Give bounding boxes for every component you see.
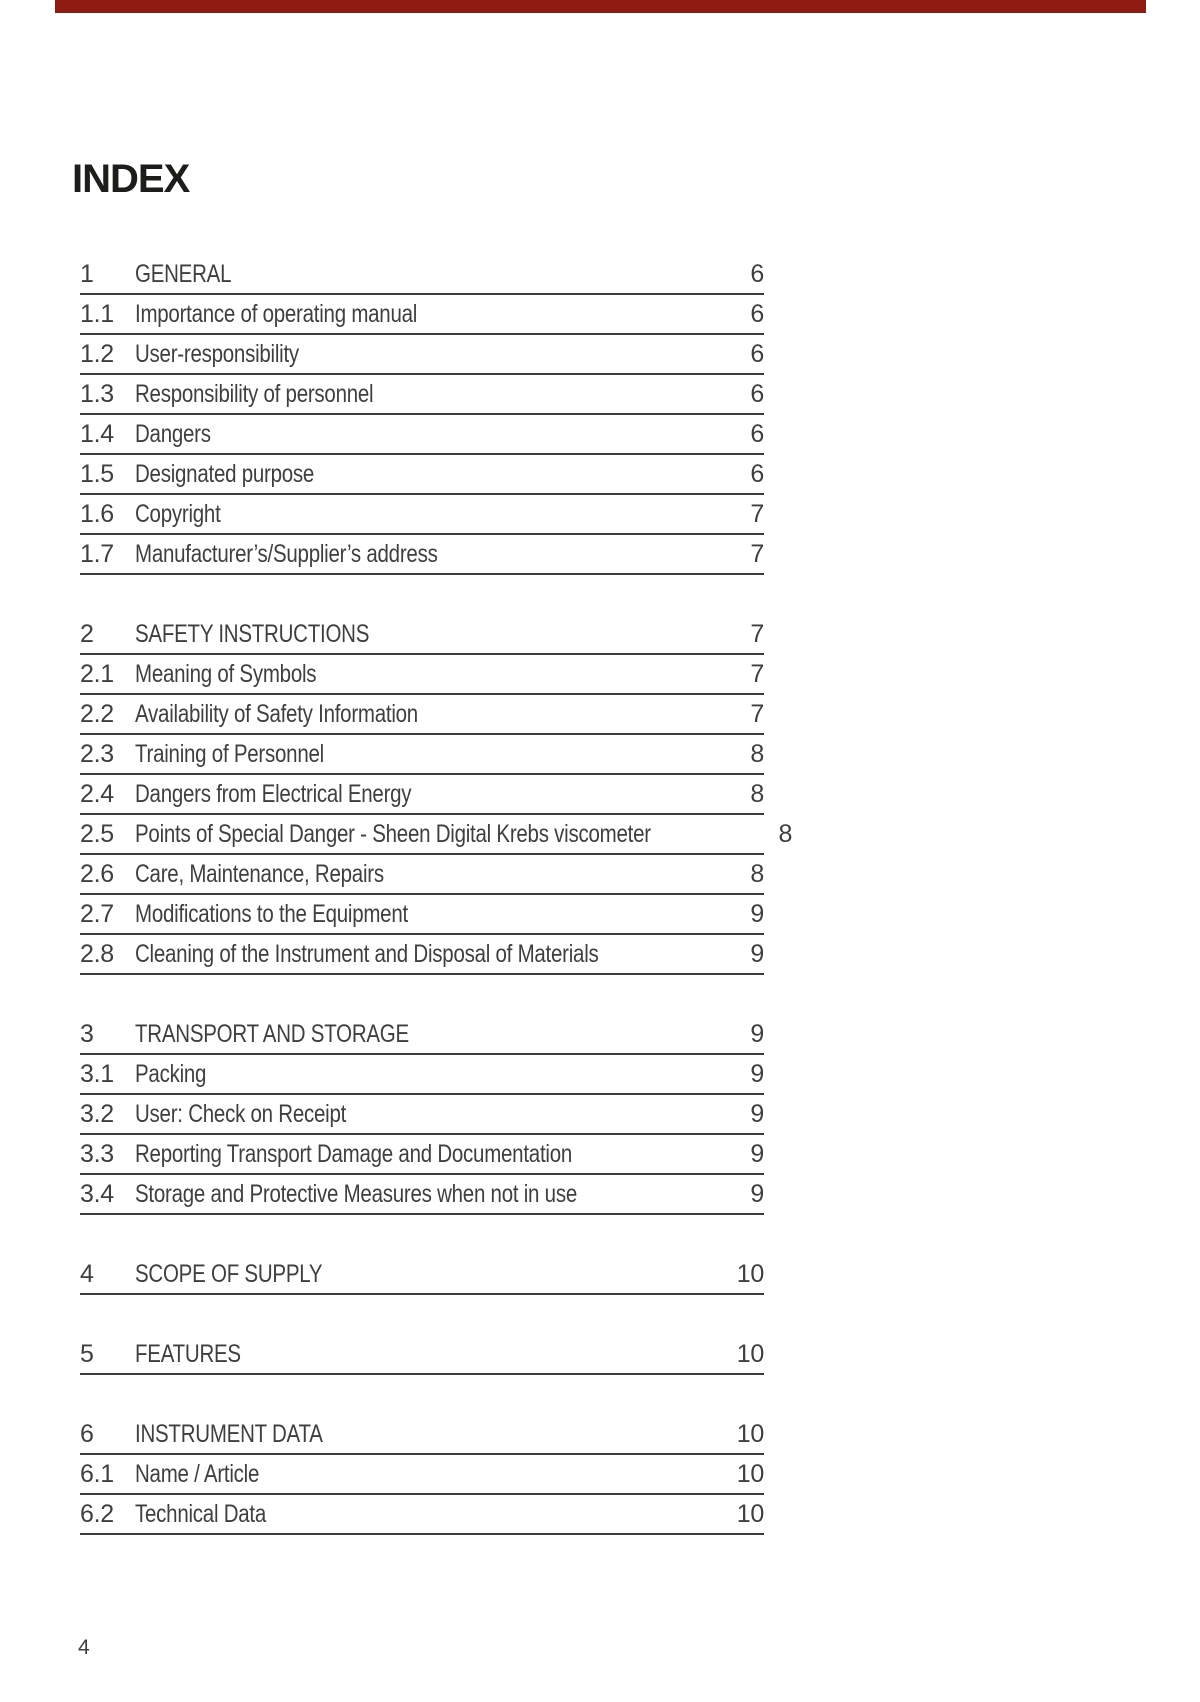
toc-entry-page-number: 8	[778, 820, 793, 848]
toc-entry-number: 3.1	[80, 1060, 114, 1088]
toc-row	[80, 895, 764, 935]
toc-row	[80, 695, 764, 735]
toc-entry-page-number: 6	[750, 460, 764, 488]
footer-page-number: 4	[78, 1636, 90, 1659]
toc-entry-number: 3.3	[80, 1140, 114, 1168]
toc-entry-title: Meaning of Symbols	[135, 660, 317, 688]
toc-row	[80, 735, 764, 775]
toc-entry-number: 2.2	[80, 700, 114, 728]
toc-row	[80, 455, 764, 495]
toc-entry-number: 6.1	[80, 1460, 114, 1488]
page-title: INDEX	[72, 157, 190, 201]
toc-entry-title: INSTRUMENT DATA	[135, 1420, 323, 1448]
toc-entry-page-number: 7	[750, 620, 764, 648]
toc-entry-page-number: 10	[736, 1420, 764, 1448]
toc-entry-page-number: 8	[750, 860, 764, 888]
toc-row	[80, 655, 764, 695]
toc-entry-page-number: 9	[750, 1140, 764, 1168]
toc-entry-page-number: 9	[750, 940, 764, 968]
toc-section	[80, 1015, 764, 1215]
toc-entry-title: GENERAL	[135, 260, 232, 288]
toc-entry-page-number: 8	[750, 740, 764, 768]
toc-entry-number: 2.3	[80, 740, 114, 768]
toc-entry-page-number: 6	[750, 340, 764, 368]
toc-entry-number: 1.7	[80, 540, 114, 568]
toc-entry-number: 3.2	[80, 1100, 114, 1128]
toc-entry-number: 1.3	[80, 380, 114, 408]
toc-entry-number: 6.2	[80, 1500, 114, 1528]
toc-entry-number: 2.7	[80, 900, 114, 928]
toc-row	[80, 1255, 764, 1295]
toc-entry-number: 2.5	[80, 820, 114, 848]
toc-entry-page-number: 7	[750, 660, 764, 688]
toc-section	[80, 1255, 764, 1295]
table-of-contents	[80, 255, 793, 1535]
toc-entry-page-number: 7	[750, 700, 764, 728]
toc-entry-title: Copyright	[135, 500, 221, 528]
toc-section	[80, 255, 764, 575]
toc-entry-title: TRANSPORT AND STORAGE	[135, 1020, 409, 1048]
toc-entry-number: 3.4	[80, 1180, 114, 1208]
toc-entry-number: 1.1	[80, 300, 114, 328]
toc-entry-number: 2.6	[80, 860, 114, 888]
toc-entry-page-number: 9	[750, 1020, 764, 1048]
toc-row	[80, 495, 764, 535]
toc-entry-number: 6	[80, 1420, 94, 1448]
toc-entry-page-number: 9	[750, 1060, 764, 1088]
toc-row	[80, 1335, 764, 1375]
toc-entry-page-number: 8	[750, 780, 764, 808]
toc-row	[80, 295, 764, 335]
toc-entry-title: Designated purpose	[135, 460, 315, 488]
toc-entry-title: Importance of operating manual	[135, 300, 418, 328]
toc-entry-number: 4	[80, 1260, 94, 1288]
toc-entry-number: 1.4	[80, 420, 114, 448]
toc-entry-title: Care, Maintenance, Repairs	[135, 860, 384, 888]
toc-entry-number: 2	[80, 620, 94, 648]
toc-section	[80, 1335, 764, 1375]
toc-entry-page-number: 6	[750, 420, 764, 448]
toc-row	[80, 1055, 764, 1095]
toc-row	[80, 1495, 764, 1535]
toc-row	[80, 1455, 764, 1495]
toc-entry-title: SAFETY INSTRUCTIONS	[135, 620, 370, 648]
toc-entry-page-number: 10	[736, 1260, 764, 1288]
toc-entry-number: 2.4	[80, 780, 114, 808]
toc-entry-number: 1.6	[80, 500, 114, 528]
toc-entry-title: User: Check on Receipt	[135, 1100, 347, 1128]
toc-entry-title: Reporting Transport Damage and Documentation	[135, 1140, 573, 1168]
toc-entry-page-number: 9	[750, 1100, 764, 1128]
toc-entry-title: Packing	[135, 1060, 207, 1088]
toc-row	[80, 535, 764, 575]
toc-row	[80, 415, 764, 455]
toc-row	[80, 1135, 764, 1175]
toc-row	[80, 1095, 764, 1135]
toc-entry-title: Technical Data	[135, 1500, 267, 1528]
toc-entry-number: 2.1	[80, 660, 114, 688]
toc-entry-title: Name / Article	[135, 1460, 260, 1488]
toc-row	[80, 1015, 764, 1055]
toc-row	[80, 615, 764, 655]
toc-entry-page-number: 7	[750, 500, 764, 528]
toc-entry-page-number: 10	[736, 1500, 764, 1528]
toc-row	[80, 1415, 764, 1455]
toc-row	[80, 815, 793, 855]
toc-entry-number: 1	[80, 260, 94, 288]
toc-entry-title: Training of Personnel	[135, 740, 324, 768]
toc-row	[80, 335, 764, 375]
toc-entry-title: Responsibility of personnel	[135, 380, 374, 408]
toc-row	[80, 1175, 764, 1215]
toc-entry-page-number: 6	[750, 380, 764, 408]
toc-entry-page-number: 9	[750, 900, 764, 928]
toc-entry-number: 1.5	[80, 460, 114, 488]
toc-row	[80, 935, 764, 975]
toc-row	[80, 775, 764, 815]
toc-entry-page-number: 10	[736, 1340, 764, 1368]
toc-row	[80, 255, 764, 295]
toc-entry-title: Manufacturer’s/Supplier’s address	[135, 540, 438, 568]
toc-row	[80, 855, 764, 895]
toc-entry-page-number: 9	[750, 1180, 764, 1208]
toc-entry-number: 5	[80, 1340, 94, 1368]
toc-entry-title: Points of Special Danger - Sheen Digital Krebs viscometer	[135, 820, 651, 848]
toc-entry-number: 1.2	[80, 340, 114, 368]
toc-entry-title: FEATURES	[135, 1340, 241, 1368]
toc-entry-page-number: 10	[736, 1460, 764, 1488]
toc-entry-page-number: 7	[750, 540, 764, 568]
toc-entry-number: 2.8	[80, 940, 114, 968]
toc-entry-title: User-responsibility	[135, 340, 299, 368]
toc-section	[80, 615, 793, 975]
toc-entry-title: SCOPE OF SUPPLY	[135, 1260, 323, 1288]
toc-entry-title: Dangers from Electrical Energy	[135, 780, 412, 808]
toc-entry-page-number: 6	[750, 260, 764, 288]
toc-entry-page-number: 6	[750, 300, 764, 328]
toc-entry-title: Storage and Protective Measures when not in use	[135, 1180, 577, 1208]
top-accent-bar	[55, 0, 1146, 13]
toc-section	[80, 1415, 764, 1535]
toc-entry-title: Dangers	[135, 420, 211, 448]
toc-entry-number: 3	[80, 1020, 94, 1048]
toc-row	[80, 375, 764, 415]
toc-entry-title: Modifications to the Equipment	[135, 900, 408, 928]
toc-entry-title: Cleaning of the Instrument and Disposal of Materials	[135, 940, 599, 968]
toc-entry-title: Availability of Safety Information	[135, 700, 418, 728]
